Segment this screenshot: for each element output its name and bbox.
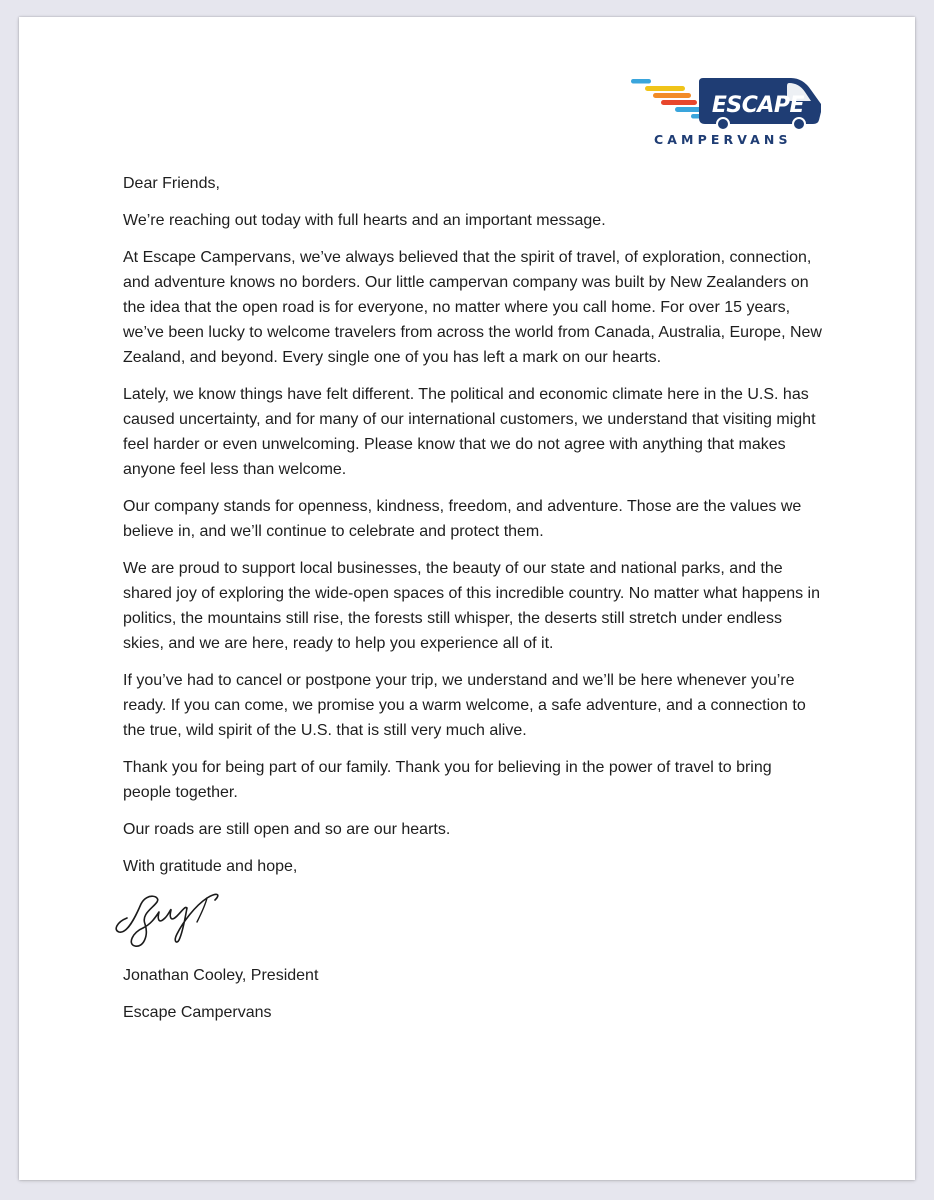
letter-paragraph: Lately, we know things have felt different. The political and economic climate here in the U.S. has caused uncertainty, and for many of our international customers, we understand that visiting might feel harder or even unwelcoming. Please know that we do not agree with anything that makes anyone feel less than welcome. xyxy=(123,386,816,478)
letter-paragraph: Thank you for being part of our family. Thank you for believing in the power of travel to bring people together. xyxy=(123,759,772,801)
letter-body xyxy=(123,171,823,1037)
signer-company: Escape Campervans xyxy=(123,1004,272,1021)
signer-name: Jonathan Cooley, President xyxy=(123,967,319,984)
letter-paragraph: If you’ve had to cancel or postpone your trip, we understand and we’ll be here whenever you’re ready. If you can come, we promise you a warm welcome, a safe adventure, and a connection to the true, wild spirit of the U.S. that is still very much alive. xyxy=(123,672,806,739)
handwritten-signature xyxy=(111,888,261,952)
letter-greeting: Dear Friends, xyxy=(123,175,220,192)
logo-subtitle: CAMPERVANS xyxy=(654,132,792,147)
logo-wordmark-text: ESCAPE xyxy=(711,93,805,118)
letter-page xyxy=(19,17,915,1180)
logo-wordmark xyxy=(631,72,821,130)
escape-campervans-logo xyxy=(631,72,821,152)
letter-paragraph: At Escape Campervans, we’ve always believed that the spirit of travel, of exploration, connection, and adventure knows no borders. Our little campervan company was built by New Zealanders on the idea that the open road is for everyone, no matter where you call home. For over 15 years, we’ve been lucky to welcome travelers from across the world from Canada, Australia, Europe, New Zealand, and beyond. Every single one of you has left a mark on our hearts. xyxy=(123,249,822,366)
letter-closing: With gratitude and hope, xyxy=(123,858,298,875)
letter-paragraph: We’re reaching out today with full hearts and an important message. xyxy=(123,212,606,229)
letter-paragraph: We are proud to support local businesses, the beauty of our state and national parks, and the shared joy of exploring the wide-open spaces of this incredible country. No matter what happens in politics, the mountains still rise, the forests still whisper, the deserts still stretch under endless skies, and we are here, ready to help you experience all of it. xyxy=(123,560,820,652)
letter-paragraph: Our company stands for openness, kindness, freedom, and adventure. Those are the values we believe in, and we’ll continue to celebrate and protect them. xyxy=(123,498,802,540)
letter-paragraph: Our roads are still open and so are our hearts. xyxy=(123,821,451,838)
